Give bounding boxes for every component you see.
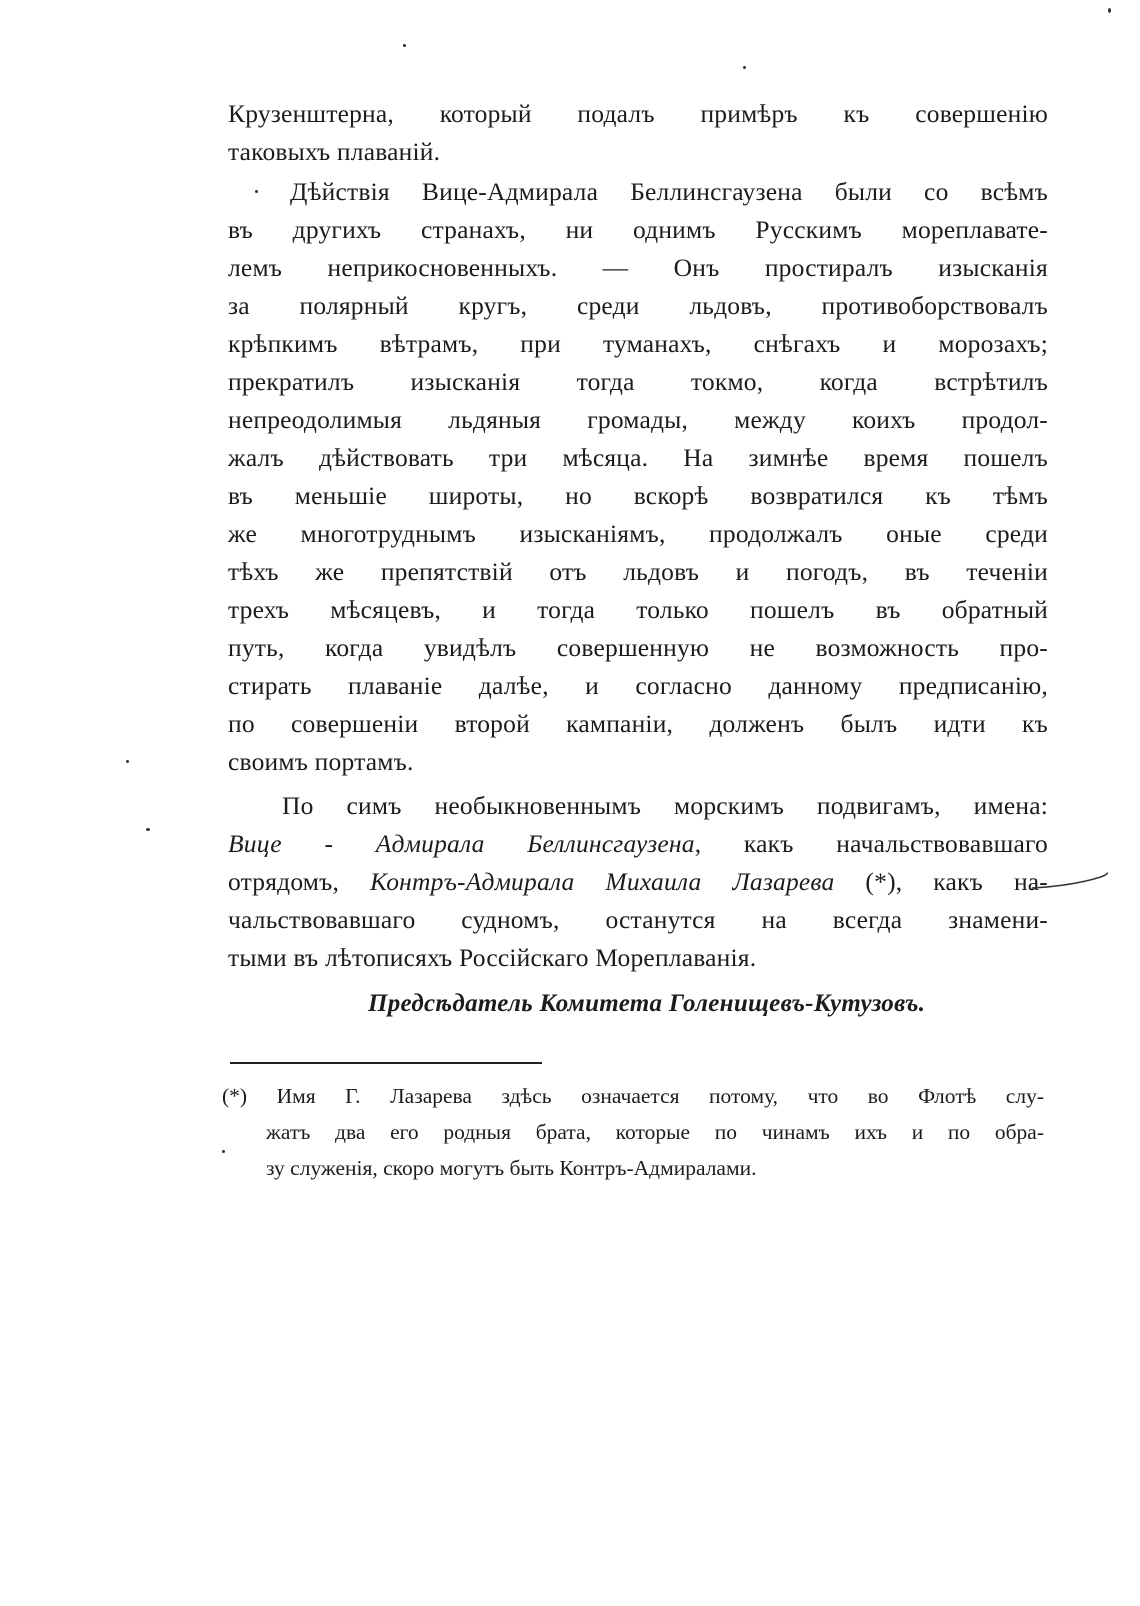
text-line [228, 825, 1048, 863]
signature: Предсѣдатель Комитета Голенищевъ-Кутузовъ. [368, 990, 926, 1017]
scan-speck [403, 44, 406, 47]
footnote-divider [230, 1062, 542, 1064]
vice-admiral-name: Вице - Адмирала Беллинсгаузена [228, 829, 695, 858]
text-line: Дѣйствія Вице-Адмирала Беллинсгаузена были со всѣмъ [290, 177, 1048, 206]
text-span: отрядомъ, [228, 867, 371, 896]
text-line: за полярный кругъ, среди льдовъ, противоборствовалъ [228, 291, 1048, 320]
text-line: тыми въ лѣтописяхъ Россійскаго Мореплаванія. [228, 943, 757, 972]
text-line: же многотруднымъ изысканіямъ, продолжалъ оные среди [228, 519, 1048, 548]
scan-speck [255, 190, 258, 193]
text-line: путь, когда увидѣлъ совершенную не возможность про- [228, 633, 1048, 662]
text-line: своимъ портамъ. [228, 747, 414, 776]
text-line: По симъ необыкновеннымъ морскимъ подвигамъ, имена: [282, 791, 1048, 820]
scan-speck [222, 1150, 225, 1153]
text-line: чальствовавшаго судномъ, останутся на всегда знамени- [228, 905, 1048, 934]
text-line: въ меньшіе широты, но вскорѣ возвратился къ тѣмъ [228, 481, 1048, 510]
text-line: въ другихъ странахъ, ни однимъ Русскимъ мореплавате- [228, 215, 1048, 244]
footnote-line: (*) Имя Г. Лазарева здѣсь означается потому, что во Флотѣ слу- [222, 1084, 1044, 1108]
text-span: , какъ начальствовавшаго [694, 829, 1048, 858]
text-line: прекратилъ изысканія тогда токмо, когда встрѣтилъ [228, 367, 1048, 396]
footnote-line: жатъ два его родныя брата, которые по чинамъ ихъ и по обра- [266, 1120, 1044, 1144]
text-line: по совершеніи второй кампаніи, долженъ былъ идти къ [228, 709, 1048, 738]
text-line: непреодолимыя льдяныя громады, между коихъ продол- [228, 405, 1048, 434]
scan-speck [743, 66, 746, 69]
text-line: Крузенштерна, который подалъ примѣръ къ совершенію [228, 99, 1048, 128]
scan-speck [1108, 8, 1111, 13]
text-line [228, 863, 1048, 901]
text-line: крѣпкимъ вѣтрамъ, при туманахъ, снѣгахъ и морозахъ; [228, 329, 1048, 358]
text-line: стирать плаваніе далѣе, и согласно данному предписанію, [228, 671, 1048, 700]
text-line: лемъ неприкосновенныхъ. — Онъ простиралъ изысканія [228, 253, 1048, 282]
text-span: (*), какъ на- [834, 867, 1049, 896]
text-line: жалъ дѣйствовать три мѣсяца. На зимнѣе время пошелъ [228, 443, 1048, 472]
text-line: трехъ мѣсяцевъ, и тогда только пошелъ въ обратный [228, 595, 1048, 624]
scan-speck [146, 828, 150, 831]
text-line: тѣхъ же препятствій отъ льдовъ и погодъ, въ теченіи [228, 557, 1048, 586]
footnote-line: зу служенія, скоро могутъ быть Контръ-Адмиралами. [266, 1156, 757, 1180]
scan-speck [126, 760, 129, 763]
text-line: таковыхъ плаваній. [228, 137, 441, 166]
pen-stroke-mark [1030, 870, 1110, 896]
rear-admiral-name: Контръ-Адмирала Михаила Лазарева [370, 867, 835, 896]
